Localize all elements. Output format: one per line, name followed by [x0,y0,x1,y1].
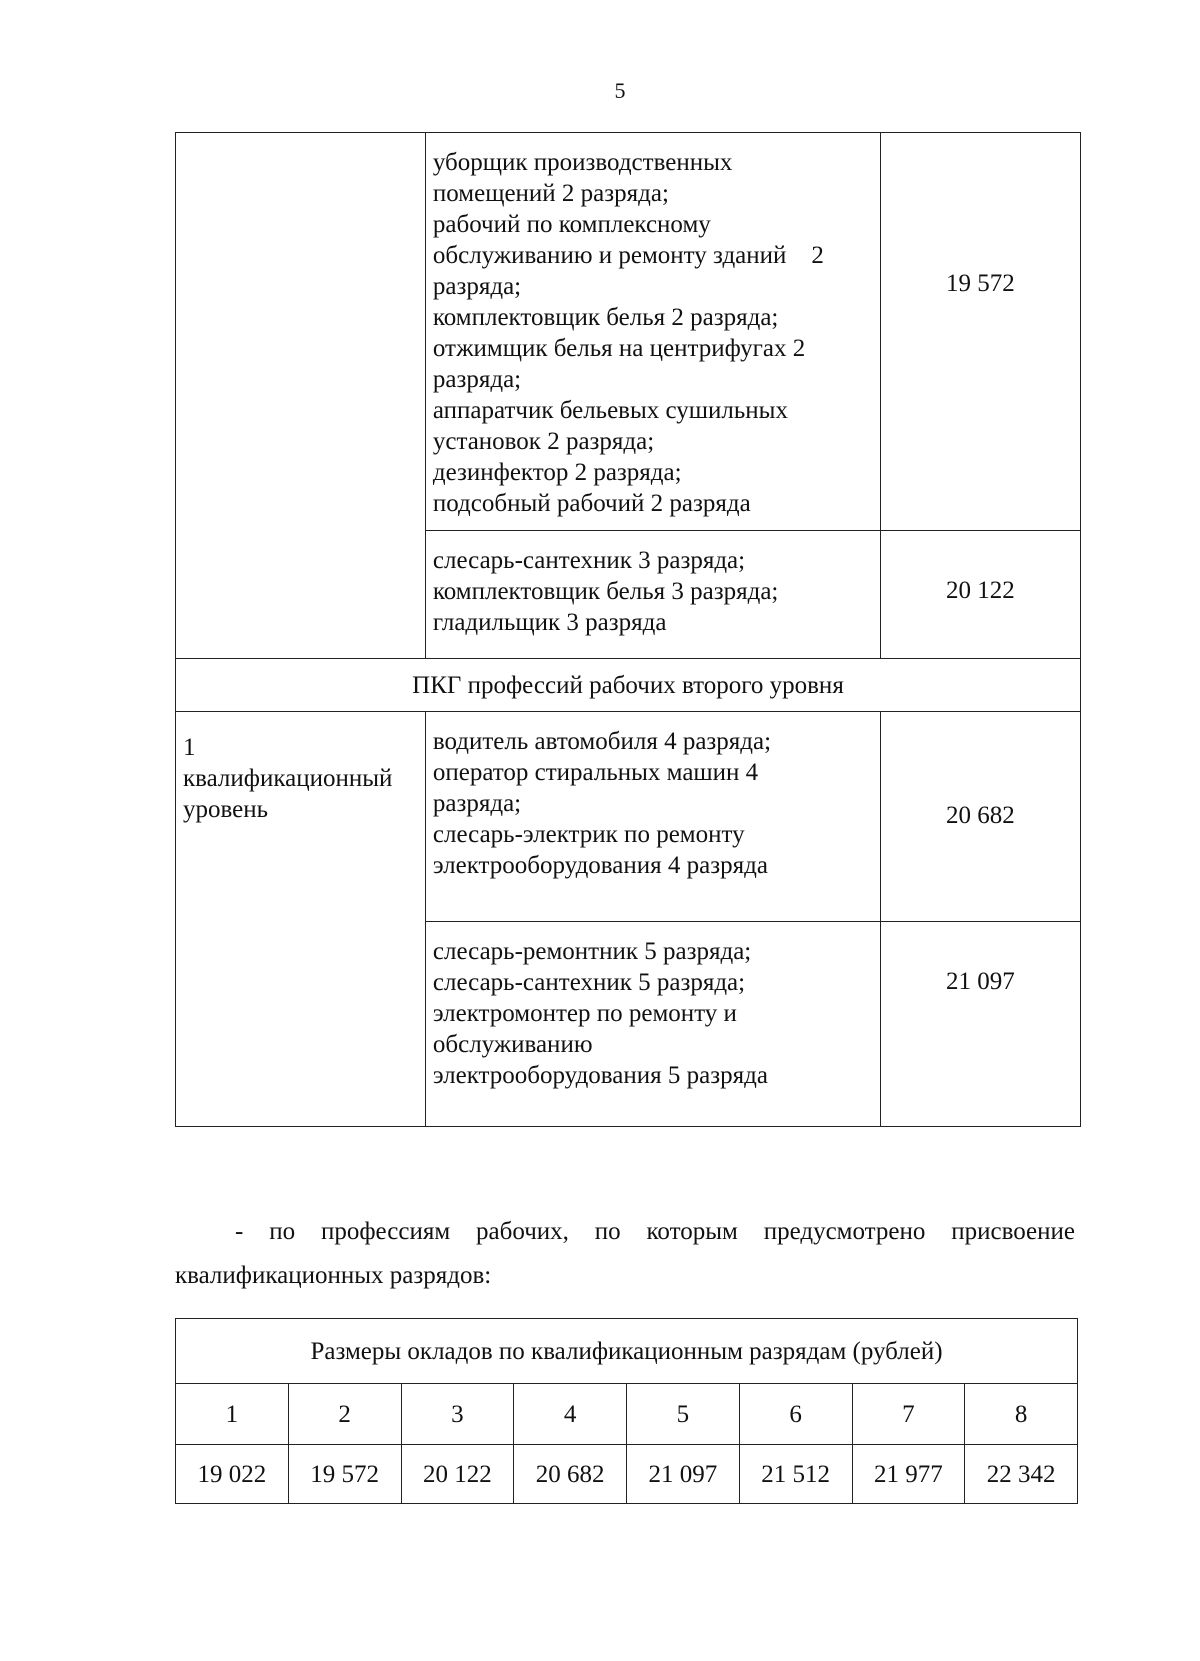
profession-line: аппаратчик бельевых сушильных [432,397,788,424]
value-cell: 21 977 [852,1445,965,1504]
grade-cell: 6 [739,1384,852,1445]
value-cell: 21 097 [627,1445,740,1504]
grade-cell: 8 [965,1384,1078,1445]
profession-line: обслуживанию [432,1031,593,1058]
value-cell: 20 682 [514,1445,627,1504]
grade-cell: 7 [852,1384,965,1445]
profession-line: уборщик производственных [432,149,733,176]
profession-line: комплектовщик белья 3 разряда; [432,578,779,605]
profession-line: слесарь-ремонтник 5 разряда; [432,938,752,965]
profession-line: отжимщик белья на центрифугах 2 [432,335,806,362]
paragraph-line: квалификационных разрядов: [175,1262,492,1289]
grade-cell: 5 [627,1384,740,1445]
value-cell: 22 342 [965,1445,1078,1504]
profession-line: разряда; [432,790,522,817]
salary-cell: 19 572 [880,133,1080,531]
level-label-line: квалификационный [183,765,393,792]
profession-line: комплектовщик белья 2 разряда; [432,304,779,331]
grades-row [176,1384,1078,1445]
profession-line: электрооборудования 5 разряда [432,1062,768,1089]
profession-line: гладильщик 3 разряда [432,609,667,636]
grade-cell: 3 [401,1384,514,1445]
professions-cell [425,922,880,1127]
table-row [176,712,1081,922]
table-header: Размеры окладов по квалификационным разрядам (рублей) [176,1319,1078,1384]
salary-cell: 20 682 [880,712,1080,922]
profession-line: слесарь-сантехник 3 разряда; [432,547,746,574]
table-header-row [176,1319,1078,1384]
profession-line: дезинфектор 2 разряда; [432,459,682,486]
profession-line: рабочий по комплексному [432,211,711,238]
professions-cell [425,531,880,659]
salary-table-professions [175,132,1081,1127]
qualification-level-cell [176,712,426,1127]
profession-line: разряда; [432,273,522,300]
group-title-row [176,659,1081,712]
profession-line: слесарь-электрик по ремонту [432,821,745,848]
body-paragraph [175,1210,1075,1298]
professions-cell [425,712,880,922]
profession-line: помещений 2 разряда; [432,180,669,207]
grade-cell: 2 [288,1384,401,1445]
profession-line: слесарь-сантехник 5 разряда; [432,969,746,996]
page-number: 5 [614,78,626,103]
profession-line: обслуживанию и ремонту зданий 2 [432,242,824,269]
salary-table-grades [175,1318,1078,1504]
values-row [176,1445,1078,1504]
table-row [176,133,1081,531]
salary-cell: 21 097 [880,922,1080,1127]
value-cell: 20 122 [401,1445,514,1504]
profession-line: установок 2 разряда; [432,428,655,455]
level-label-line: 1 [183,734,196,761]
paragraph-line: - по профессиям рабочих, по которым предусмотрено присвоение [235,1218,1075,1245]
empty-level-cell [176,133,426,659]
grade-cell: 1 [176,1384,289,1445]
professions-cell [425,133,880,531]
profession-line: разряда; [432,366,522,393]
value-cell: 19 572 [288,1445,401,1504]
group-title: ПКГ профессий рабочих второго уровня [176,659,1081,712]
profession-line: подсобный рабочий 2 разряда [432,490,751,517]
grade-cell: 4 [514,1384,627,1445]
profession-line: водитель автомобиля 4 разряда; [432,728,772,755]
profession-line: электромонтер по ремонту и [432,1000,737,1027]
profession-line: оператор стиральных машин 4 [432,759,759,786]
value-cell: 21 512 [739,1445,852,1504]
salary-cell: 20 122 [880,531,1080,659]
value-cell: 19 022 [176,1445,289,1504]
profession-line: электрооборудования 4 разряда [432,852,768,879]
level-label-line: уровень [183,796,269,823]
